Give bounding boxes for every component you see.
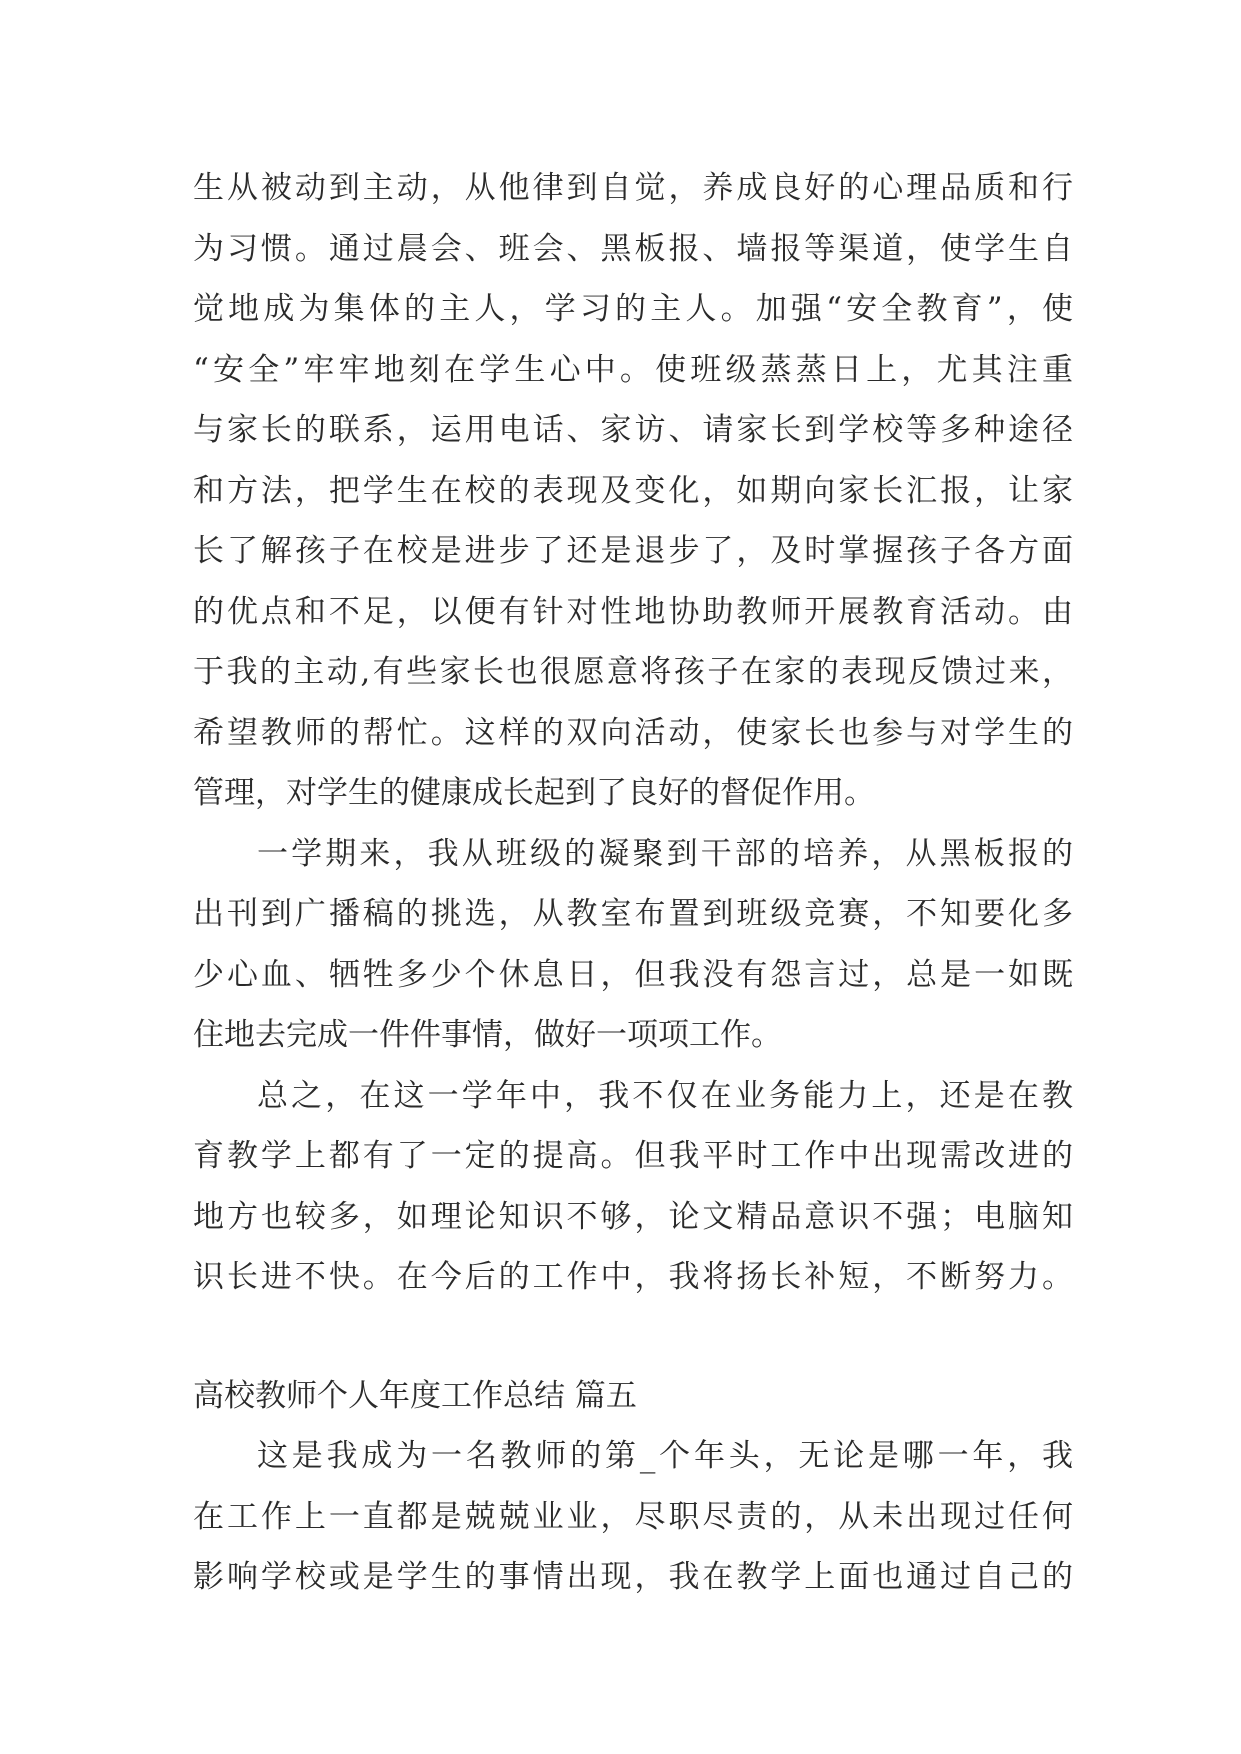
text-line: 影响学校或是学生的事情出现，我在教学上面也通过自己的 xyxy=(193,1559,1073,1595)
text-line: 地方也较多，如理论知识不够，论文精品意识不强；电脑知 xyxy=(193,1198,1073,1235)
text-line: “安全”牢牢地刻在学生心中。使班级蒸蒸日上，尤其注重 xyxy=(193,351,1073,388)
paragraph-2 xyxy=(193,824,1073,1066)
paragraph-3 xyxy=(193,1066,1073,1308)
paragraph-1 xyxy=(193,158,1073,824)
text-line: 长了解孩子在校是进步了还是退步了，及时掌握孩子各方面 xyxy=(193,533,1073,569)
text-line: 住地去完成一件件事情，做好一项项工作。 xyxy=(193,1017,782,1053)
text-line: 在工作上一直都是兢兢业业，尽职尽责的，从未出现过任何 xyxy=(193,1498,1073,1535)
text-line: 一学期来，我从班级的凝聚到干部的培养，从黑板报的 xyxy=(257,835,1073,872)
text-line: 这是我成为一名教师的第_个年头，无论是哪一年，我 xyxy=(257,1438,1073,1474)
text-line: 出刊到广播稿的挑选，从教室布置到班级竞赛，不知要化多 xyxy=(193,896,1073,932)
text-line: 于我的主动,有些家长也很愿意将孩子在家的表现反馈过来， xyxy=(193,654,1073,690)
text-line: 的优点和不足，以便有针对性地协助教师开展教育活动。由 xyxy=(193,593,1073,630)
text-line: 觉地成为集体的主人，学习的主人。加强“安全教育”，使 xyxy=(193,291,1073,327)
text-line: 和方法，把学生在校的表现及变化，如期向家长汇报，让家 xyxy=(193,472,1073,509)
text-line: 管理，对学生的健康成长起到了良好的督促作用。 xyxy=(193,775,875,811)
text-line: 识长进不快。在今后的工作中，我将扬长补短，不断努力。 xyxy=(193,1259,1073,1295)
text-line: 总之，在这一学年中，我不仅在业务能力上，还是在教 xyxy=(257,1077,1073,1114)
text-line: 育教学上都有了一定的提高。但我平时工作中出现需改进的 xyxy=(193,1138,1073,1174)
text-line: 希望教师的帮忙。这样的双向活动，使家长也参与对学生的 xyxy=(193,714,1073,751)
paragraph-4 xyxy=(193,1426,1073,1608)
text-line: 为习惯。通过晨会、班会、黑板报、墙报等渠道，使学生自 xyxy=(193,230,1073,267)
text-line: 少心血、牺牲多少个休息日，但我没有怨言过，总是一如既 xyxy=(193,956,1073,993)
text-line: 生从被动到主动，从他律到自觉，养成良好的心理品质和行 xyxy=(193,170,1073,206)
document-body xyxy=(193,158,1073,1608)
text-line: 与家长的联系，运用电话、家访、请家长到学校等多种途径 xyxy=(193,412,1073,448)
section-spacer xyxy=(193,1308,1073,1366)
section-heading: 高校教师个人年度工作总结 篇五 xyxy=(193,1377,637,1414)
